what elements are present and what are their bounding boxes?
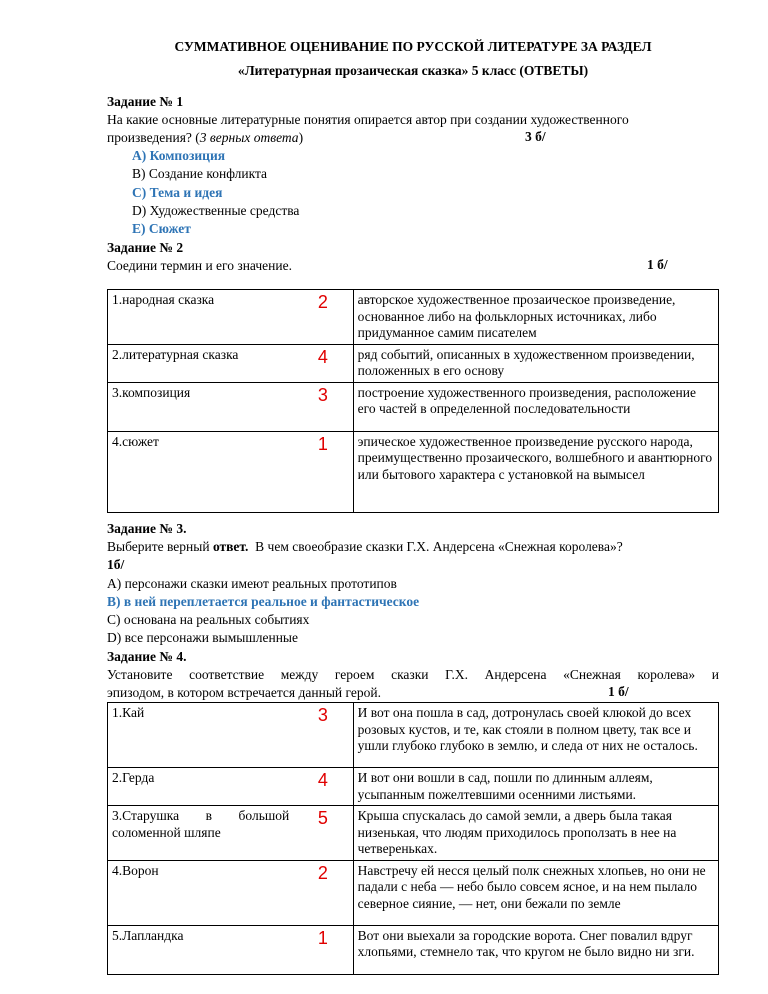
- table-row: [108, 344, 719, 382]
- task1-question-line2: произведения? (3 верных ответа): [107, 130, 304, 145]
- task2-description: авторское художественное прозаическое произведение, основанное либо на фольклорных источниках, либо придуманное самим писателем: [353, 290, 718, 345]
- table-row: [108, 860, 719, 925]
- task4-answer: 5: [293, 806, 353, 861]
- task2-score: 1 б/: [647, 257, 668, 272]
- task1-question-note: 3 верных ответа: [199, 130, 299, 145]
- task2-description: построение художественного произведения, расположение его частей в определенной последовательности: [353, 382, 718, 431]
- task3-question: Выберите верный ответ. В чем своеобразие сказки Г.Х. Андерсена «Снежная королева»?: [107, 539, 623, 554]
- table-row: [108, 806, 719, 861]
- task1-option-a: A) Композиция: [132, 148, 226, 163]
- task2-description: эпическое художественное произведение русского народа, преимущественно прозаического, волшебного и авантюрного или бытового характера с установкой на вымысел: [353, 431, 718, 512]
- table-row: [108, 703, 719, 768]
- task4-score: 1 б/: [608, 684, 629, 699]
- table-row: [108, 382, 719, 431]
- task4-hero: 3.Старушка в большой соломенной шляпе: [108, 806, 294, 861]
- task1-heading: Задание № 1: [107, 94, 184, 109]
- document-subtitle: «Литературная прозаическая сказка» 5 класс (ОТВЕТЫ): [237, 63, 589, 78]
- task1-option-d: D) Художественные средства: [132, 203, 300, 218]
- task1-question-line1: На какие основные литературные понятия опирается автор при создании художественного: [107, 112, 629, 127]
- task4-hero: 2.Герда: [108, 768, 294, 806]
- task2-answer: 1: [293, 431, 353, 512]
- task2-term: 1.народная сказка: [108, 290, 294, 345]
- task1-option-e: E) Сюжет: [132, 221, 191, 236]
- task2-term: 4.сюжет: [108, 431, 294, 512]
- task3-option-c: С) основана на реальных событиях: [107, 612, 310, 627]
- task4-episode: Вот они выехали за городские ворота. Снег повалил вдруг хлопьями, стемнело так, что кругом не было видно ни зги.: [353, 925, 718, 974]
- task4-episode: Навстречу ей несся целый полк снежных хлопьев, но они не падали с неба — небо было совсем ясное, и на нем пылало северное сияние, — нет, они бежали по земле: [353, 860, 718, 925]
- task4-hero: 1.Кай: [108, 703, 294, 768]
- task4-episode: И вот они вошли в сад, пошли по длинным аллеям, усыпанным пожелтевшими осенними листьями.: [353, 768, 718, 806]
- document-title: СУММАТИВНОЕ ОЦЕНИВАНИЕ ПО РУССКОЙ ЛИТЕРАТУРЕ ЗА РАЗДЕЛ: [174, 39, 652, 54]
- task2-answer: 4: [293, 344, 353, 382]
- task2-instruction: Соедини термин и его значение.: [107, 258, 292, 273]
- task4-instruction-line1: Установите соответствие между героем сказки Г.Х. Андерсена «Снежная королева» и: [107, 667, 719, 682]
- table-row: [108, 431, 719, 512]
- task2-term: 3.композиция: [108, 382, 294, 431]
- table-row: [108, 290, 719, 345]
- task4-table: [107, 702, 719, 975]
- task4-hero: 4.Ворон: [108, 860, 294, 925]
- task2-description: ряд событий, описанных в художественном произведении, положенных в его основу: [353, 344, 718, 382]
- task3-option-b: В) в ней переплетается реальное и фантастическое: [107, 594, 420, 609]
- task4-episode: И вот она пошла в сад, дотронулась своей клюкой до всех розовых кустов, и те, как стояли в полном цвету, так все и ушли глубоко глубоко в землю, и следа от них не осталось.: [353, 703, 718, 768]
- table-row: [108, 768, 719, 806]
- table-row: [108, 925, 719, 974]
- task2-term: 2.литературная сказка: [108, 344, 294, 382]
- task1-option-c: C) Тема и идея: [132, 185, 223, 200]
- task3-heading: Задание № 3.: [107, 521, 187, 536]
- task4-heading: Задание № 4.: [107, 649, 187, 664]
- task2-answer: 2: [293, 290, 353, 345]
- task3-option-a: А) персонажи сказки имеют реальных прототипов: [107, 576, 397, 591]
- task2-heading: Задание № 2: [107, 240, 184, 255]
- task4-episode: Крыша спускалась до самой земли, а дверь была такая низенькая, что людям приходилось проползать в нее на четвереньках.: [353, 806, 718, 861]
- task1-option-b: B) Создание конфликта: [132, 166, 268, 181]
- task4-answer: 1: [293, 925, 353, 974]
- task4-answer: 2: [293, 860, 353, 925]
- task4-instruction-line2: эпизодом, в котором встречается данный герой.: [107, 685, 381, 700]
- task3-option-d: D) все персонажи вымышленные: [107, 630, 298, 645]
- task4-answer: 3: [293, 703, 353, 768]
- task4-answer: 4: [293, 768, 353, 806]
- task3-score: 1б/: [107, 557, 125, 572]
- task4-hero: 5.Лапландка: [108, 925, 294, 974]
- task2-table: [107, 289, 719, 513]
- task2-answer: 3: [293, 382, 353, 431]
- task1-score: 3 б/: [525, 129, 546, 144]
